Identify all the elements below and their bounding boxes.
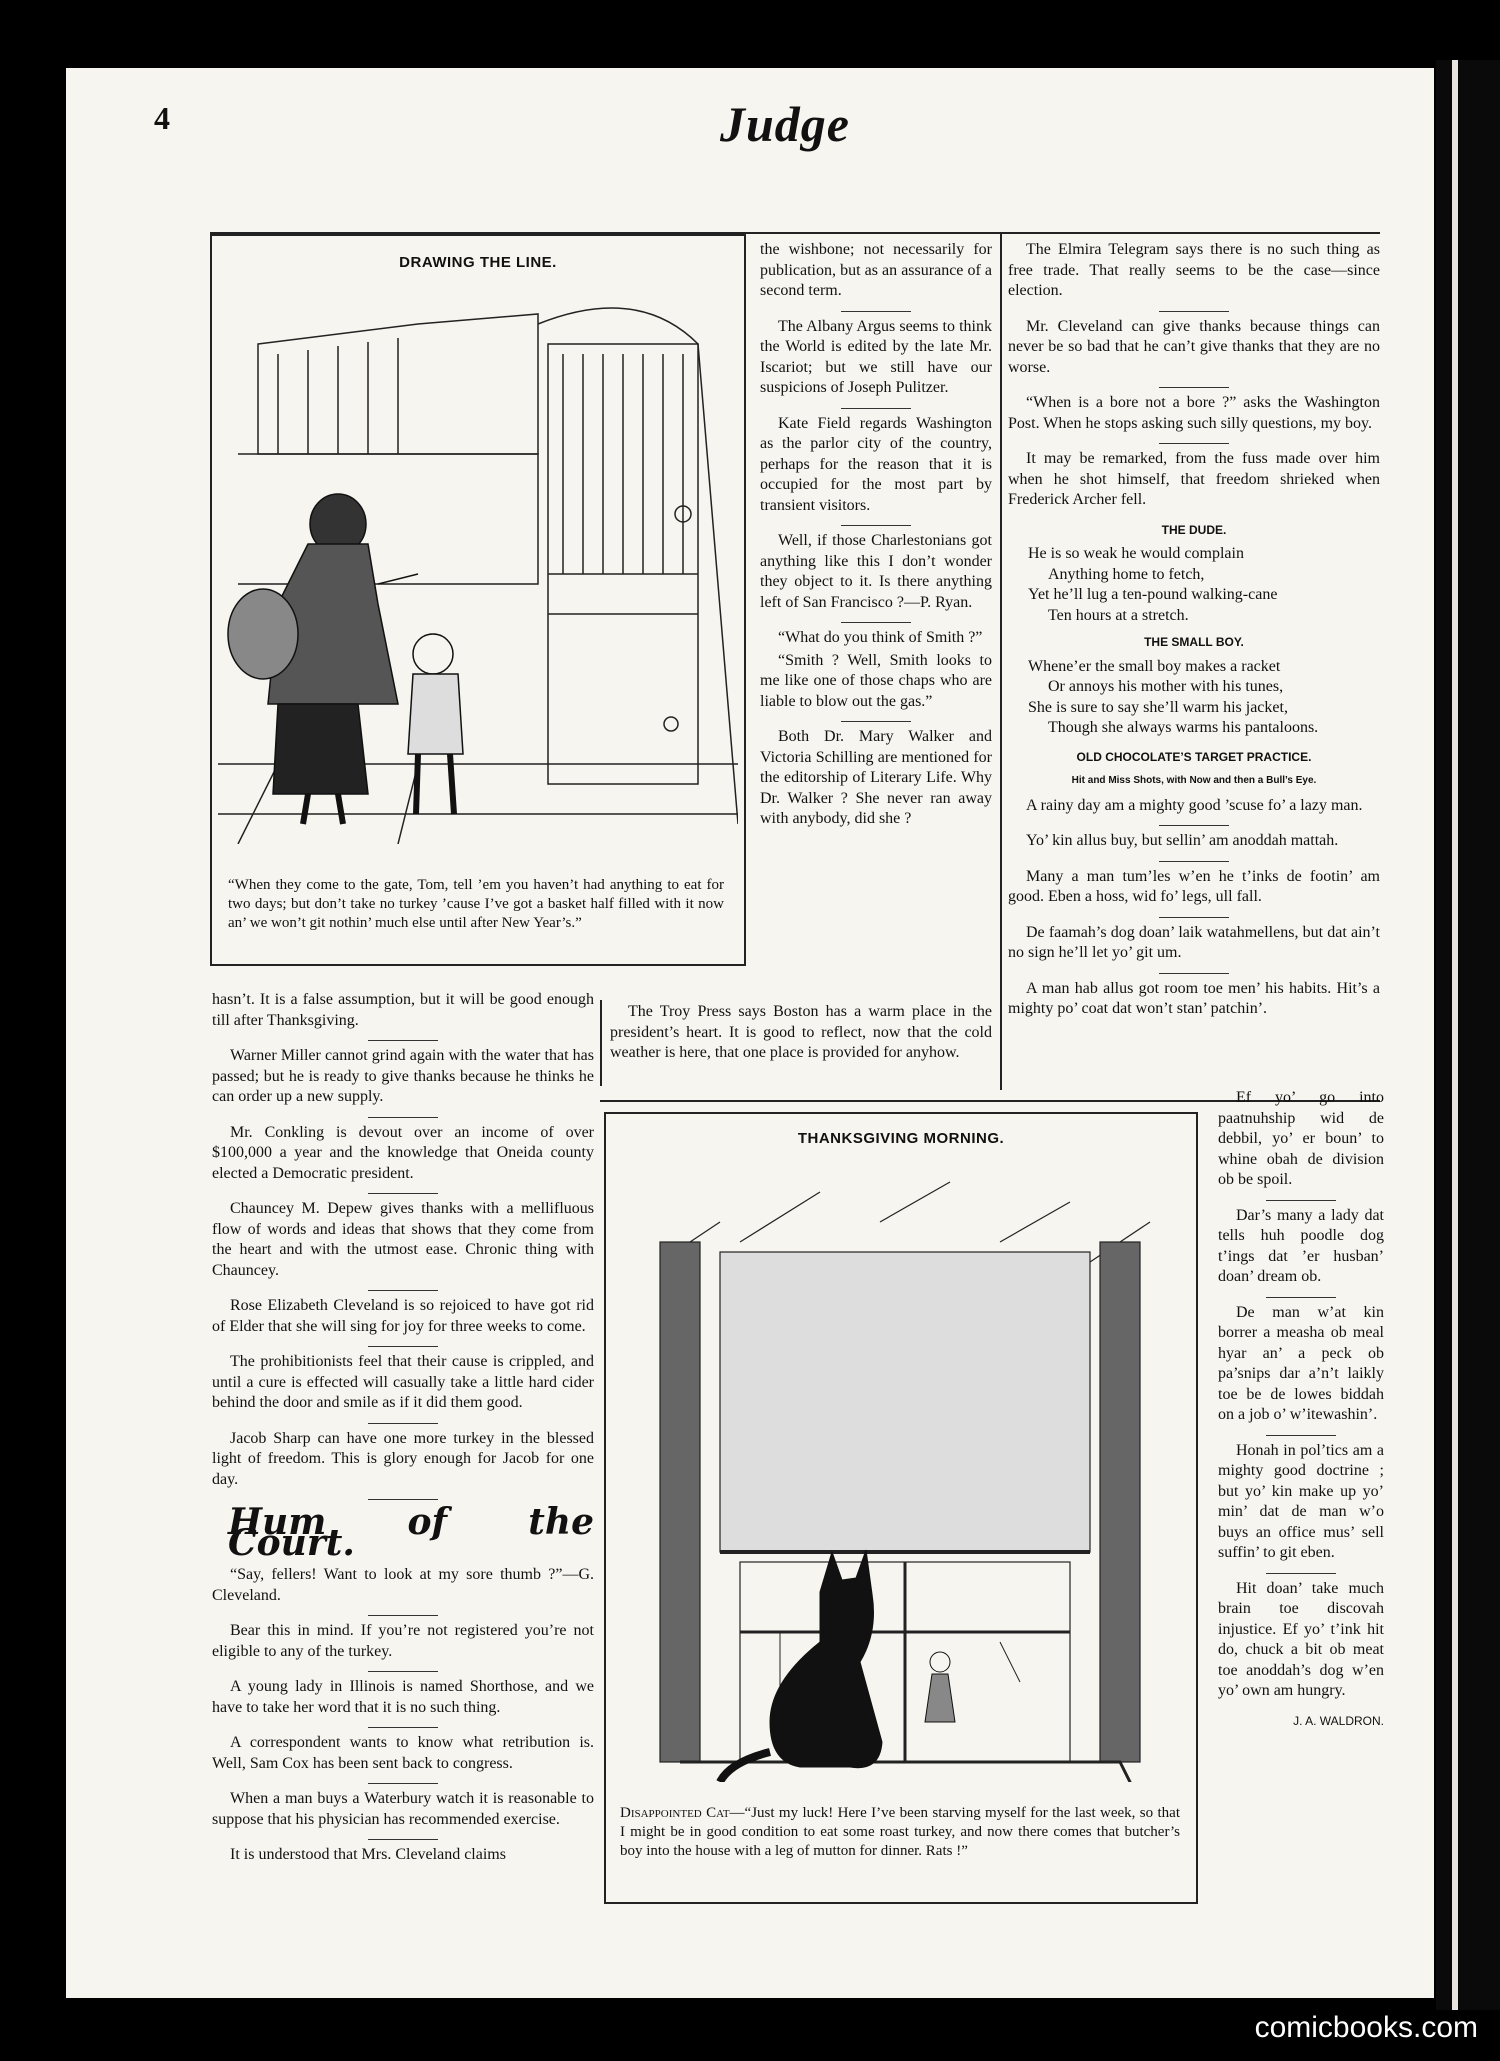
paragraph: A rainy day am a mighty good ’scuse fo’ a lazy man. [1026, 796, 1363, 814]
caption-lead: Disappointed Cat [620, 1805, 730, 1821]
paragraph: Chauncey M. Depew gives thanks with a mellifluous flow of words and ideas that shows that they come from the heart and with the utmost ease. Chronic thing with Chauncey. [212, 1200, 594, 1279]
paragraph: It may be remarked, from the fuss made over him when he shot himself, that freedom shrieked when Frederick Archer fell. [1008, 450, 1380, 508]
paragraph: Yo’ kin allus buy, but sellin’ am anoddah mattah. [1026, 832, 1339, 849]
cartoon-title: DRAWING THE LINE. [399, 254, 557, 271]
cartoon-thanksgiving-morning [604, 1112, 1198, 1904]
section-title: OLD CHOCOLATE’S TARGET PRACTICE. [1076, 749, 1312, 764]
thanksgiving-morning-illustration [620, 1162, 1180, 1782]
watermark: comicbooks.com [1254, 2011, 1478, 2044]
paragraph: Many a man tum’les w’en he t’inks de footin’ am good. Eben a hoss, wid fo’ legs, ull fall. [1008, 867, 1380, 905]
column-rule [1000, 234, 1002, 1090]
poem-title: THE SMALL BOY. [1144, 635, 1244, 649]
paragraph: It is understood that Mrs. Cleveland claims [230, 1846, 506, 1863]
paragraph: Mr. Conkling is devout over an income of over $100,000 a year and the knowledge that Oneida county elected a Democratic president. [212, 1123, 594, 1182]
drawing-the-line-illustration [218, 284, 738, 844]
paragraph: Honah in pol’tics am a mighty good doctrine ; but yo’ kin make up yo’ min’ dat de man w’o buys an office mus’ sell suffin’ to git eben. [1218, 1441, 1384, 1561]
paragraph: Warner Miller cannot grind again with the water that has passed; but he is ready to give thanks because he thinks he can order up a new supply. [212, 1047, 594, 1105]
paragraph: “What do you think of Smith ?” [778, 629, 983, 646]
poem-the-dude: He is so weak he would complain Anything home to fetch, Yet he’ll lug a ten-pound walking-cane Ten hours at a stretch. [1028, 545, 1278, 624]
cartoon-title: THANKSGIVING MORNING. [797, 1130, 1005, 1147]
paragraph: “Smith ? Well, Smith looks to me like one of those chaps who are liable to blow out the gas.” [760, 651, 992, 710]
masthead-logo: Judge [720, 96, 850, 152]
paragraph: Bear this in mind. If you’re not registered you’re not eligible to any of the turkey. [212, 1622, 594, 1660]
paragraph: Hit doan’ take much brain toe discovah injustice. Ef yo’ t’ink hit do, chuck a bit ob meat toe anoddah’s dog w’en yo’ own am hungry. [1218, 1579, 1384, 1699]
poem-title: THE DUDE. [1161, 522, 1227, 537]
paragraph: The prohibitionists feel that their cause is crippled, and until a cure is effected will casually take a little hard cider behind the door and smile as if it did them good. [212, 1353, 594, 1411]
column-2 [760, 240, 992, 839]
paragraph: The Elmira Telegram says there is no such thing as free trade. That really seems to be the case—since election. [1008, 241, 1380, 299]
author-signature: J. A. WALDRON. [1293, 1713, 1384, 1728]
paragraph: A correspondent wants to know what retribution is. Well, Sam Cox has been sent back to congress. [212, 1734, 594, 1772]
column-1 [212, 990, 594, 1875]
paragraph: A man hab allus got room toe men’ his habits. Hit’s a mighty po’ coat dat won’t stan’ patchin’. [1008, 979, 1380, 1017]
page-number: 4 [154, 100, 170, 136]
paragraph: De faamah’s dog doan’ laik watahmellens, but dat ain’t no sign he’ll let yo’ git um. [1008, 923, 1380, 961]
paragraph: “When is a bore not a bore ?” asks the Washington Post. When he stops asking such silly questions, my boy. [1008, 394, 1380, 432]
section-heading-hum-of-the-court: Hum of the Court. [228, 1501, 594, 1564]
paragraph: A young lady in Illinois is named Shorthose, and we have to take her word that it is no such thing. [212, 1678, 594, 1716]
section-subtitle: Hit and Miss Shots, with Now and then a Bull’s Eye. [1071, 775, 1317, 786]
cartoon-drawing-the-line [210, 234, 746, 966]
paragraph: Ef yo’ go into paatnuhship wid de debbil, yo’ er boun’ to whine obah de division ob be spoil. [1218, 1089, 1384, 1188]
paragraph: Jacob Sharp can have one more turkey in the blessed light of freedom. This is glory enough for Jacob for one day. [212, 1429, 594, 1488]
paragraph: Mr. Cleveland can give thanks because things can never be so bad that he can’t give thanks that they are no worse. [1008, 317, 1380, 376]
paragraph: Well, if those Charlestonians got anything like this I don’t wonder they object to it. Is there anything left of San Francisco ?—P. Ryan. [760, 532, 992, 611]
cartoon-caption [620, 1804, 1180, 1861]
paragraph: Both Dr. Mary Walker and Victoria Schilling are mentioned for the editorship of Literary Life. Why Dr. Walker ? She never ran away with anybody, did she ? [760, 728, 992, 827]
troy-press-paragraph: The Troy Press says Boston has a warm place in the president’s heart. It is good to reflect, now that the cold weather is here, that one place is provided for anyhow. [610, 1003, 992, 1061]
paragraph: the wishbone; not necessarily for publication, but as an assurance of a second term. [760, 241, 992, 299]
paragraph: Rose Elizabeth Cleveland is so rejoiced to have got rid of Elder that she will sing for joy for three weeks to come. [212, 1297, 594, 1335]
poem-the-small-boy: Whene’er the small boy makes a racket Or annoys his mother with his tunes, She is sure to say she’ll warm his jacket, Though she always warms his pantaloons. [1028, 657, 1319, 736]
paragraph: De man w’at kin borrer a measha ob meal hyar an’ a peck ob pa’snips dar a’n’t laikly toe be de lowes biddah on a job o’ w’itewashin’. [1218, 1303, 1384, 1423]
cartoon-caption: “When they come to the gate, Tom, tell ’em you haven’t had anything to eat for two days; but don’t take no turkey ’cause I’ve got a basket half filled with it now an’ we won’t git nothin’ much else until after New Year’s.” [228, 877, 724, 931]
paragraph: Kate Field regards Washington as the parlor city of the country, perhaps for the reason that it is occupied for the most part by transient visitors. [760, 414, 992, 514]
paragraph: Dar’s many a lady dat tells huh poodle dog t’ings dat ’er husban’ doan’ dream ob. [1218, 1206, 1384, 1285]
column-4 [1218, 1088, 1384, 1731]
column-rule [600, 1000, 602, 1086]
paragraph: When a man buys a Waterbury watch it is reasonable to suppose that his physician has recommended exercise. [212, 1790, 594, 1828]
paragraph: hasn’t. It is a false assumption, but it will be good enough till after Thanksgiving. [212, 991, 594, 1029]
caption-text: —“Just my luck! Here I’ve been starving myself for the last week, so that I might be in good condition to eat some roast turkey, and now there comes that butcher’s boy into the house with a leg of mutton for dinner. Rats !” [620, 1805, 1180, 1859]
paragraph: The Albany Argus seems to think the World is edited by the late Mr. Iscariot; but we still have our suspicions of Joseph Pulitzer. [760, 317, 992, 396]
paragraph: “Say, fellers! Want to look at my sore thumb ?”—G. Cleveland. [212, 1566, 594, 1604]
page-edge [1436, 60, 1500, 2010]
column-3 [1008, 240, 1380, 1029]
